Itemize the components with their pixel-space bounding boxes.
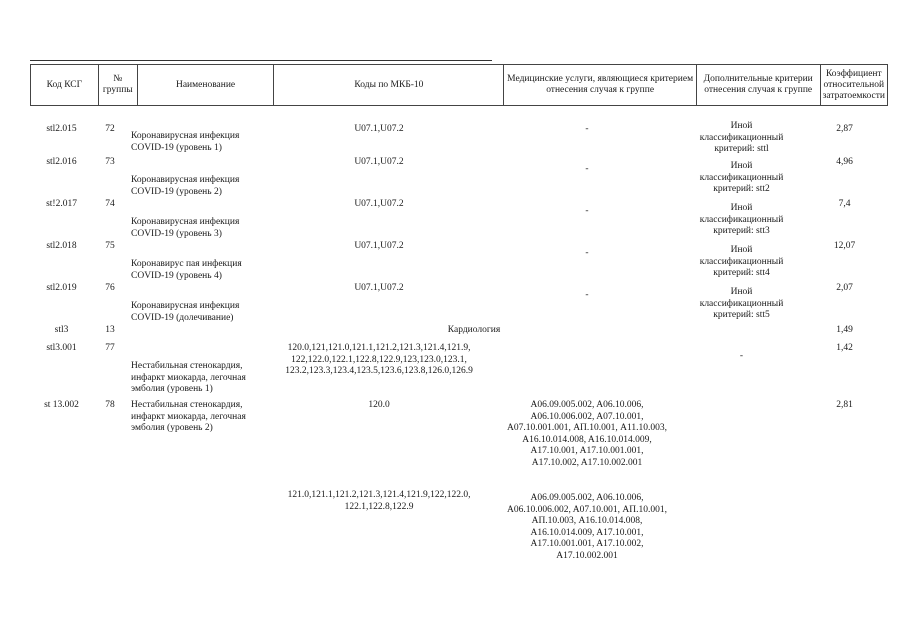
row-code: stl2.018 xyxy=(46,241,77,251)
section-title: Кардиология xyxy=(447,325,501,335)
row-services: A06.10.006.002, A07.10.001, АП.10.001, xyxy=(507,504,667,515)
row-coefficient: 12,07 xyxy=(833,241,856,251)
row-services: - xyxy=(585,248,589,258)
row-name: Коронавирус пая инфекция xyxy=(131,259,242,269)
header-mkb: Коды по МКБ-10 xyxy=(274,65,504,106)
row-mkb-codes: 122,122.0,122.1,122.8,122.9,123,123.0,123.1, xyxy=(291,354,467,365)
row-mkb-codes: U07.1,U07.2 xyxy=(354,199,404,209)
header-code: Код КСГ xyxy=(31,65,99,106)
row-group-number: 75 xyxy=(105,241,115,251)
table-header xyxy=(30,64,888,106)
row-mkb-codes: 122.1,122.8,122.9 xyxy=(344,501,414,512)
row-coefficient: 7,4 xyxy=(838,199,851,209)
row-name: Коронавирусная инфекция xyxy=(131,217,240,227)
row-name: эмболия (уровень 2) xyxy=(131,423,213,433)
row-mkb-codes: 120.0 xyxy=(368,400,390,410)
row-criteria: Иной xyxy=(730,287,753,297)
top-rule xyxy=(30,60,492,61)
row-criteria: Иной xyxy=(730,203,753,213)
row-criteria: Иной xyxy=(730,121,753,131)
row-name: Нестабильная стенокардия, xyxy=(131,400,243,410)
row-mkb-codes: U07.1,U07.2 xyxy=(354,241,404,251)
row-group-number: 72 xyxy=(105,124,115,134)
row-criteria: Иной xyxy=(730,245,753,255)
row-name: инфаркт миокарда, легочная xyxy=(131,411,246,422)
row-name: инфаркт миокарда, легочная xyxy=(131,372,246,383)
row-code: stl2.015 xyxy=(46,124,77,134)
row-criteria: классификационный xyxy=(699,172,784,183)
row-mkb-codes: U07.1,U07.2 xyxy=(354,157,404,167)
row-mkb-codes: 120.0,121,121.0,121.1,121.2,121.3,121.4,121.9, xyxy=(287,343,471,353)
row-name: Коронавирусная инфекция xyxy=(131,175,240,185)
row-name: COVID-19 (уровень 3) xyxy=(131,228,222,239)
row-group-number: 73 xyxy=(105,157,115,167)
row-name: Нестабильная стенокардия, xyxy=(131,361,243,371)
row-criteria: критерий: stt3 xyxy=(713,226,770,236)
row-services: A06.10.006.002, A07.10.001, xyxy=(530,411,644,422)
row-group-number: 78 xyxy=(105,400,115,410)
row-services: - xyxy=(585,206,589,216)
row-services: A17.10.002.001 xyxy=(556,550,618,561)
row-services: - xyxy=(585,164,589,174)
row-criteria: критерий: stt5 xyxy=(713,310,770,320)
row-services: A17.10.001, A17.10.001.001, xyxy=(530,446,644,456)
row-services: A17.10.002, A17.10.002.001 xyxy=(531,457,643,468)
row-criteria: - xyxy=(739,351,744,361)
row-services: АП.10.003, A16.10.014.008, xyxy=(531,516,643,526)
row-code: stl2.016 xyxy=(46,157,77,167)
row-coefficient: 1,42 xyxy=(836,343,853,353)
row-services: A17.10.001.001, A17.10.002, xyxy=(530,539,644,549)
row-criteria: критерий: stt2 xyxy=(713,184,770,194)
row-mkb-codes: 123.2,123.3,123.4,123.5,123.6,123.8,126.0,126.9 xyxy=(285,366,473,376)
row-name: COVID-19 (уровень 1) xyxy=(131,142,222,153)
row-criteria: классификационный xyxy=(699,214,784,225)
row-services: A06.09.005.002, A06.10.006, xyxy=(530,493,644,503)
row-name: эмболия (уровень 1) xyxy=(131,384,213,394)
row-name: Коронавирусная инфекция xyxy=(131,131,240,141)
row-criteria: Иной xyxy=(730,161,753,171)
header-criteria: Дополнительные критерии отнесения случая к группе xyxy=(696,65,820,106)
row-code: stl3.001 xyxy=(46,343,77,353)
row-coefficient: 1,49 xyxy=(836,325,853,335)
row-mkb-codes: 121.0,121.1,121.2,121.3,121.4,121.9,122,122.0, xyxy=(287,490,471,500)
row-group-number: 74 xyxy=(105,199,115,209)
row-services: A16.10.014.008, A16.10.014.009, xyxy=(522,434,652,445)
row-criteria: классификационный xyxy=(699,256,784,267)
header-group-number: № группы xyxy=(98,65,137,106)
row-criteria: классификационный xyxy=(699,132,784,143)
row-name: COVID-19 (уровень 4) xyxy=(131,270,222,281)
row-criteria: критерий: stt4 xyxy=(713,268,770,278)
row-code: st!2.017 xyxy=(46,199,77,209)
row-code: st 13.002 xyxy=(44,400,79,410)
row-group-number: 13 xyxy=(105,325,115,335)
row-name: Коронавирусная инфекция xyxy=(131,301,240,311)
row-coefficient: 2,87 xyxy=(836,124,853,134)
row-services: A06.09.005.002, A06.10.006, xyxy=(530,400,644,410)
header-services: Медицинские услуги, являющиеся критерием отнесения случая к группе xyxy=(504,65,696,106)
row-mkb-codes: U07.1,U07.2 xyxy=(354,283,404,293)
row-group-number: 76 xyxy=(105,283,115,293)
row-code: stl3 xyxy=(54,325,69,335)
row-mkb-codes: U07.1,U07.2 xyxy=(354,124,404,134)
row-criteria: критерий: sttl xyxy=(714,144,769,154)
header-name: Наименование xyxy=(137,65,274,106)
row-criteria: классификационный xyxy=(699,298,784,309)
row-coefficient: 2,81 xyxy=(836,400,853,410)
header-coefficient: Коэффициент относительной затратоемкости xyxy=(820,65,887,106)
row-coefficient: 4,96 xyxy=(836,157,853,167)
row-services: - xyxy=(585,124,589,134)
row-services: - xyxy=(585,290,589,300)
row-name: COVID-19 (уровень 2) xyxy=(131,186,222,197)
row-code: stl2.019 xyxy=(46,283,77,293)
row-coefficient: 2,07 xyxy=(836,283,853,293)
row-name: COVID-19 (долечивание) xyxy=(131,312,234,323)
row-services: A07.10.001.001, АП.10.001, A11.10.003, xyxy=(506,423,668,433)
row-services: A16.10.014.009, A17.10.001, xyxy=(530,527,644,538)
row-group-number: 77 xyxy=(105,343,115,353)
